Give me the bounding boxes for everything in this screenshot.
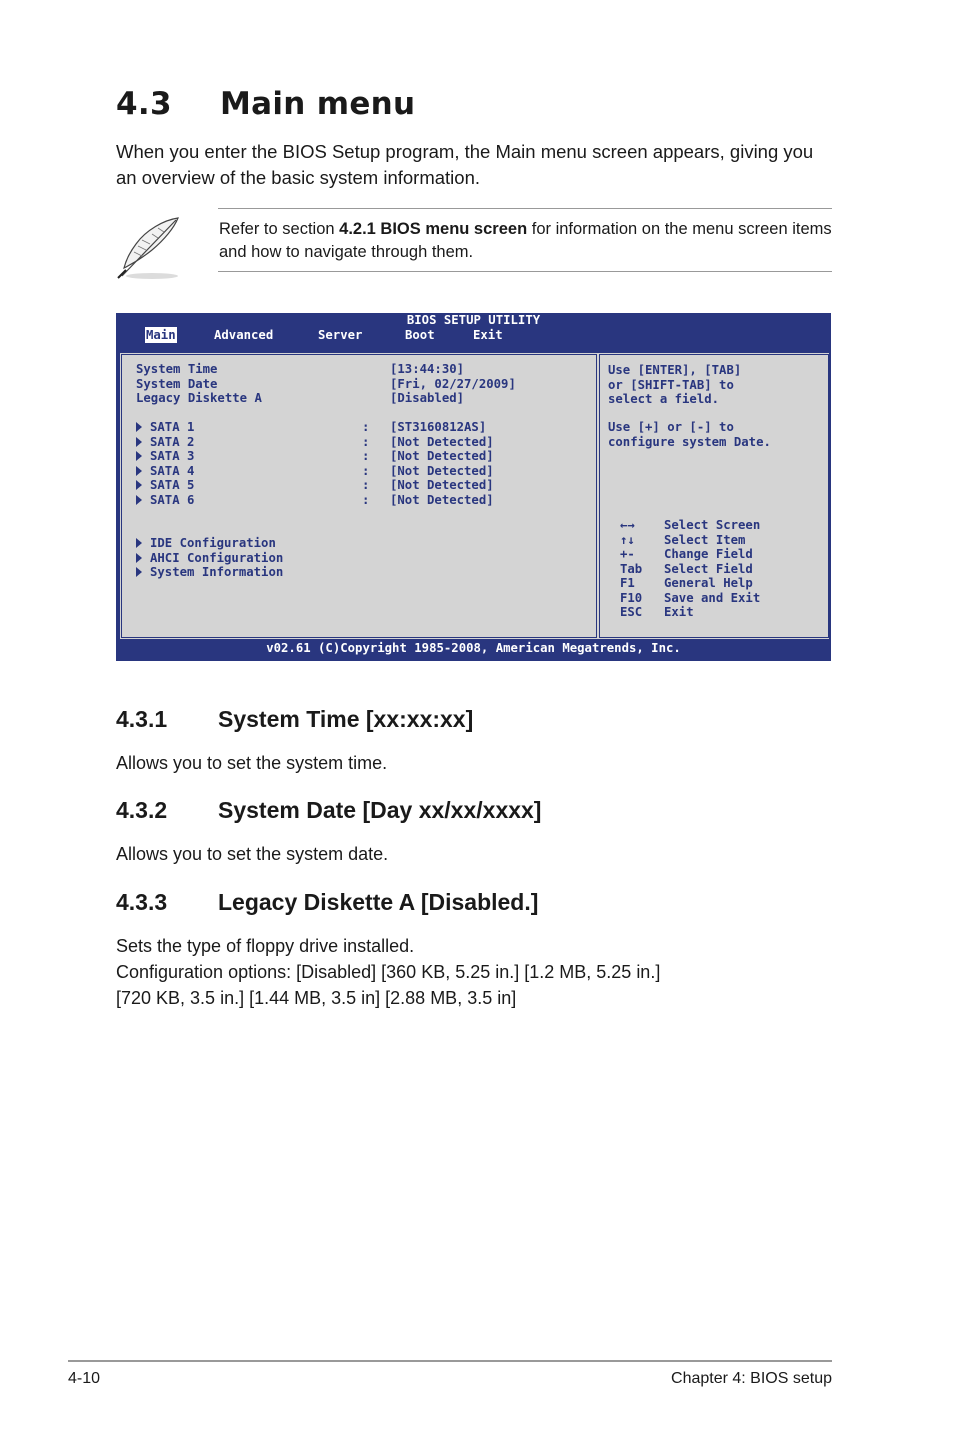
- sata-item[interactable]: SATA 6: [136, 493, 194, 508]
- sata-item[interactable]: SATA 1: [136, 420, 194, 435]
- help-text: Use [+] or [-] to: [608, 420, 734, 434]
- key-legend-row: ↑↓ Select Item: [620, 532, 746, 547]
- subsection-heading: 4.3.2 System Date [Day xx/xx/xxxx]: [116, 797, 542, 823]
- sata-value: [Not Detected]: [390, 463, 494, 478]
- section-number: 4.3: [116, 86, 172, 122]
- bios-field-label[interactable]: System Time: [136, 362, 218, 376]
- arrow-right-icon: [136, 495, 142, 505]
- bios-settings-panel: [121, 354, 597, 638]
- help-text: select a field.: [608, 392, 720, 406]
- arrow-right-icon: [136, 480, 142, 490]
- bios-screenshot: [116, 313, 831, 661]
- subsection-text: Allows you to set the system date.: [116, 844, 389, 864]
- bios-help-panel: [599, 354, 829, 638]
- submenu-system-information[interactable]: System Information: [136, 565, 283, 580]
- chapter-label: Chapter 4: BIOS setup: [671, 1370, 832, 1387]
- section-title: Main menu: [220, 86, 416, 122]
- sata-item[interactable]: SATA 5: [136, 478, 194, 493]
- subsection-heading: 4.3.3 Legacy Diskette A [Disabled.]: [116, 889, 539, 915]
- note-text: Refer to section 4.2.1 BIOS menu screen for information on the menu screen items and how to navigate through them.: [219, 220, 832, 261]
- help-text: configure system Date.: [608, 434, 771, 449]
- sata-value: [Not Detected]: [390, 449, 494, 463]
- bios-field-label[interactable]: Legacy Diskette A: [136, 391, 262, 405]
- subsection-text: Allows you to set the system time.: [116, 753, 388, 773]
- bios-menu-server[interactable]: Server: [318, 328, 363, 342]
- colon: :: [362, 449, 370, 463]
- note-reference: 4.2.1 BIOS menu screen: [339, 220, 528, 238]
- bios-title: BIOS SETUP UTILITY: [406, 313, 541, 327]
- note-box: [218, 208, 832, 272]
- submenu-ahci-configuration[interactable]: AHCI Configuration: [136, 551, 283, 566]
- colon: :: [362, 463, 370, 478]
- key-legend-row: ←→ Select Screen: [620, 518, 761, 532]
- sata-value: [Not Detected]: [390, 492, 494, 507]
- colon: :: [362, 478, 370, 492]
- bios-menu-advanced[interactable]: Advanced: [214, 328, 274, 342]
- key-legend-row: ESC Exit: [620, 605, 694, 619]
- sata-item[interactable]: SATA 2: [136, 435, 194, 450]
- subsection-text: Configuration options: [Disabled] [360 KB, 5.25 in.] [1.2 MB, 5.25 in.]: [116, 962, 661, 982]
- help-text: or [SHIFT-TAB] to: [608, 377, 734, 392]
- bios-menubar: [116, 327, 831, 343]
- bios-field-value[interactable]: [Disabled]: [390, 391, 465, 405]
- arrow-right-icon: [136, 538, 142, 548]
- key-legend-row: F1 General Help: [620, 576, 753, 590]
- bios-copyright: v02.61 (C)Copyright 1985-2008, American Megatrends, Inc.: [266, 641, 681, 655]
- page-number: 4-10: [68, 1370, 101, 1387]
- arrow-right-icon: [136, 437, 142, 447]
- subsection-text: Sets the type of floppy drive installed.: [116, 936, 415, 956]
- colon: :: [362, 492, 370, 507]
- sata-value: [Not Detected]: [390, 478, 494, 492]
- arrow-right-icon: [136, 451, 142, 461]
- bios-menu-exit[interactable]: Exit: [473, 328, 503, 342]
- feather-pen-icon: [112, 214, 186, 282]
- colon: :: [362, 420, 370, 434]
- arrow-right-icon: [136, 466, 142, 476]
- subsection-heading: 4.3.1 System Time [xx:xx:xx]: [116, 706, 474, 732]
- arrow-right-icon: [136, 567, 142, 577]
- key-legend-row: F10 Save and Exit: [620, 590, 761, 605]
- submenu-ide-configuration[interactable]: IDE Configuration: [136, 536, 276, 551]
- page-title: [116, 86, 415, 122]
- bios-field-label[interactable]: System Date: [136, 376, 218, 391]
- colon: :: [362, 434, 370, 449]
- sata-item[interactable]: SATA 3: [136, 449, 194, 464]
- help-text: Use [ENTER], [TAB]: [608, 363, 742, 377]
- sata-value: [Not Detected]: [390, 434, 494, 449]
- sata-item[interactable]: SATA 4: [136, 464, 194, 479]
- key-legend-row: Tab Select Field: [620, 561, 753, 576]
- sata-value: [ST3160812AS]: [390, 420, 487, 434]
- bios-field-value[interactable]: [13:44:30]: [390, 362, 465, 376]
- footer-divider: [68, 1360, 832, 1362]
- arrow-right-icon: [136, 553, 142, 563]
- key-legend-row: +- Change Field: [620, 547, 753, 561]
- intro-paragraph: When you enter the BIOS Setup program, the Main menu screen appears, giving you an overview of the basic system information.: [116, 141, 814, 188]
- arrow-right-icon: [136, 422, 142, 432]
- bios-menu-boot[interactable]: Boot: [405, 328, 435, 342]
- bios-menu-main[interactable]: Main: [146, 328, 176, 342]
- bios-field-value[interactable]: [Fri, 02/27/2009]: [390, 376, 516, 391]
- subsection-text: [720 KB, 3.5 in.] [1.44 MB, 3.5 in] [2.88 MB, 3.5 in]: [116, 988, 517, 1008]
- bios-body: [119, 352, 830, 640]
